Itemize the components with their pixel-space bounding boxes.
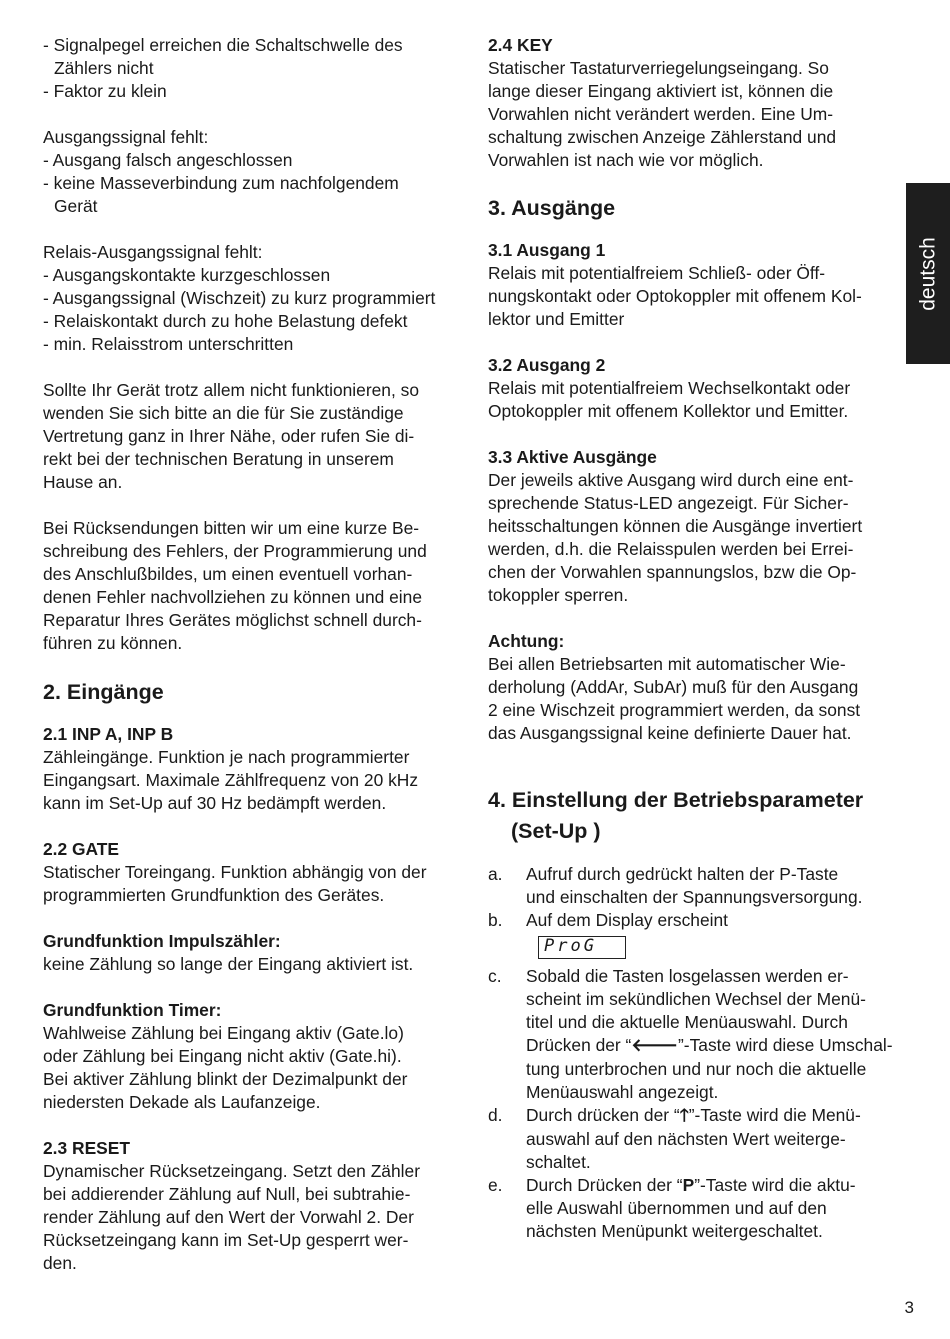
text-line: Sobald die Tasten losgelassen werden er- (526, 966, 849, 986)
returns-paragraph (43, 517, 475, 655)
text-line: - Ausgangssignal (Wischzeit) zu kurz programmiert (43, 288, 436, 308)
text-line: Bei aktiver Zählung blinkt der Dezimalpunkt der (43, 1069, 408, 1089)
text-line: Zählers nicht (54, 58, 154, 78)
section-timer (43, 999, 475, 1114)
text-fragment: Durch Drücken der “ (526, 1175, 683, 1195)
language-tab-label: deutsch (916, 236, 940, 311)
text-line: derholung (AddAr, SubAr) muß für den Ausgang (488, 677, 859, 697)
text-line: den. (43, 1253, 77, 1273)
step-marker: e. (488, 1175, 503, 1195)
text-line: des Anschlußbildes, um einen eventuell vorhan- (43, 564, 413, 584)
text-line: scheint im sekündlichen Wechsel der Menü- (526, 989, 866, 1009)
text-line: kann im Set-Up auf 30 Hz bedämpft werden. (43, 793, 387, 813)
heading-eingaenge: 2. Eingänge (43, 680, 164, 704)
text-line: Dynamischer Rücksetzeingang. Setzt den Zähler (43, 1161, 420, 1181)
text-line: wenden Sie sich bitte an die für Sie zuständige (43, 403, 404, 423)
section-title: Grundfunktion Impulszähler: (43, 931, 281, 951)
text-line: Relais mit potentialfreiem Schließ- oder Öff- (488, 263, 825, 283)
text-line (526, 1034, 908, 1058)
text-line: - min. Relaisstrom unterschritten (43, 334, 294, 354)
step-d (488, 1104, 908, 1174)
text-line: Relais-Ausgangssignal fehlt: (43, 242, 263, 262)
text-line: Gerät (54, 196, 98, 216)
text-line: schaltung zwischen Anzeige Zählerstand und (488, 127, 837, 147)
section-title: 2.1 INP A, INP B (43, 724, 174, 744)
text-line: Vorwahlen ist nach wie vor möglich. (488, 150, 764, 170)
page-number: 3 (904, 1298, 914, 1317)
text-line: Bei Rücksendungen bitten wir um eine kurze Be- (43, 518, 420, 538)
text-fragment: ”-Taste wird diese Umschal- (678, 1035, 893, 1055)
text-line: elle Auswahl übernommen und auf den (526, 1198, 827, 1218)
step-e (488, 1174, 908, 1243)
text-line (526, 1174, 908, 1197)
troubleshoot-output (43, 126, 475, 218)
heading-setup (488, 785, 908, 847)
section-title: 2.4 KEY (488, 35, 553, 55)
section-achtung (488, 630, 908, 745)
text-line: Vertretung ganz in Ihrer Nähe, oder rufen Sie di- (43, 426, 415, 446)
section-impulszaehler (43, 930, 475, 976)
text-line: und einschalten der Spannungsversorgung. (526, 887, 863, 907)
section-title: 2.3 RESET (43, 1138, 130, 1158)
section-title: 3.2 Ausgang 2 (488, 355, 606, 375)
section-ausgang-1 (488, 239, 908, 331)
text-line: - Ausgang falsch angeschlossen (43, 150, 293, 170)
text-line: Ausgangssignal fehlt: (43, 127, 209, 147)
text-line: bei addierender Zählung auf Null, bei subtrahie- (43, 1184, 411, 1204)
text-line: Aufruf durch gedrückt halten der P-Taste (526, 864, 839, 884)
text-line: - Faktor zu klein (43, 81, 167, 101)
text-line: render Zählung auf den Wert der Vorwahl 2. Der (43, 1207, 414, 1227)
text-fragment: ”-Taste wird die Menü- (688, 1105, 861, 1125)
step-marker: b. (488, 910, 503, 930)
section-ausgang-2 (488, 354, 908, 423)
step-marker: a. (488, 864, 503, 884)
heading-setup-line1: 4. Einstellung der Betriebsparameter (488, 788, 864, 812)
text-line: schaltet. (526, 1152, 591, 1172)
text-line: nungskontakt oder Optokoppler mit offenem Kol- (488, 286, 862, 306)
step-marker: d. (488, 1105, 503, 1125)
text-line: 2 eine Wischzeit programmiert werden, da sonst (488, 700, 861, 720)
text-fragment: ”-Taste wird die aktu- (694, 1175, 856, 1195)
text-line: rekt bei der technischen Beratung in unserem (43, 449, 394, 469)
p-key-label: P (682, 1175, 695, 1195)
language-tab (906, 183, 950, 364)
section-key (488, 34, 908, 172)
section-aktive-ausgaenge (488, 446, 908, 607)
text-line: führen zu können. (43, 633, 183, 653)
support-paragraph (43, 379, 475, 494)
text-line: tokoppler sperren. (488, 585, 629, 605)
text-line: Relais mit potentialfreiem Wechselkontakt oder (488, 378, 851, 398)
heading-setup-line2: (Set-Up ) (511, 819, 601, 843)
text-line: titel und die aktuelle Menüauswahl. Durch (526, 1012, 848, 1032)
text-line: lange dieser Eingang aktiviert ist, können die (488, 81, 834, 101)
step-c (488, 965, 908, 1104)
text-line: - Relaiskontakt durch zu hohe Belastung defekt (43, 311, 408, 331)
text-line: Statischer Tastaturverriegelungseingang. So (488, 58, 829, 78)
text-line: Der jeweils aktive Ausgang wird durch eine ent- (488, 470, 854, 490)
section-title: 3.3 Aktive Ausgänge (488, 447, 657, 467)
text-line: Zähleingänge. Funktion je nach programmierter (43, 747, 410, 767)
text-line: das Ausgangssignal keine definierte Dauer hat. (488, 723, 852, 743)
step-a (488, 863, 908, 909)
section-inp (43, 723, 475, 815)
text-line: Menüauswahl angezeigt. (526, 1082, 719, 1102)
section-title: 2.2 GATE (43, 839, 120, 859)
step-b (488, 909, 908, 932)
text-line: Rücksetzeingang kann im Set-Up gesperrt wer- (43, 1230, 409, 1250)
text-line: schreibung des Fehlers, der Programmierung und (43, 541, 427, 561)
display-readout (488, 932, 908, 965)
troubleshoot-relay (43, 241, 475, 356)
text-line: sprechende Status-LED angezeigt. Für Sicher- (488, 493, 849, 513)
text-line: Sollte Ihr Gerät trotz allem nicht funktionieren, so (43, 380, 420, 400)
left-arrow-icon: 🡐 (631, 1036, 678, 1056)
text-line: tung unterbrochen und nur noch die aktuelle (526, 1059, 867, 1079)
section-reset (43, 1137, 475, 1275)
text-line: Wahlweise Zählung bei Eingang aktiv (Gate.lo) (43, 1023, 404, 1043)
text-line: werden, d.h. die Relaisspulen werden bei Errei- (488, 539, 854, 559)
section-gate (43, 838, 475, 907)
text-line: nächsten Menüpunkt weitergeschaltet. (526, 1221, 823, 1241)
lcd-display-text: ProG (544, 936, 597, 956)
text-line: Bei allen Betriebsarten mit automatischer Wie- (488, 654, 846, 674)
text-line: Eingangsart. Maximale Zählfrequenz von 20 kHz (43, 770, 419, 790)
section-title: Grundfunktion Timer: (43, 1000, 222, 1020)
heading-ausgaenge: 3. Ausgänge (488, 196, 616, 220)
text-line: chen der Vorwahlen spannungslos, bzw die Op- (488, 562, 857, 582)
text-fragment: Drücken der “ (526, 1035, 632, 1055)
up-arrow-icon: 🡑 (679, 1106, 689, 1126)
text-line: Vorwahlen nicht verändert werden. Eine Um- (488, 104, 834, 124)
troubleshoot-signal (43, 34, 475, 103)
text-line: heitsschaltungen können die Ausgänge invertiert (488, 516, 863, 536)
right-column (488, 34, 908, 1243)
lcd-display (538, 936, 626, 959)
text-line: - Ausgangskontakte kurzgeschlossen (43, 265, 331, 285)
text-line: niedersten Dekade als Laufanzeige. (43, 1092, 321, 1112)
text-line: - Signalpegel erreichen die Schaltschwelle des (43, 35, 403, 55)
text-line: keine Zählung so lange der Eingang aktiviert ist. (43, 954, 414, 974)
text-line: Auf dem Display erscheint (526, 910, 729, 930)
section-title: Achtung: (488, 631, 565, 651)
text-line: denen Fehler nachvollziehen zu können und eine (43, 587, 423, 607)
text-line: Hause an. (43, 472, 123, 492)
text-line: auswahl auf den nächsten Wert weiterge- (526, 1129, 846, 1149)
step-marker: c. (488, 966, 502, 986)
text-line: oder Zählung bei Eingang nicht aktiv (Gate.hi). (43, 1046, 402, 1066)
section-title: 3.1 Ausgang 1 (488, 240, 606, 260)
text-line: Optokoppler mit offenem Kollektor und Emitter. (488, 401, 849, 421)
text-line (526, 1104, 908, 1128)
text-line: - keine Masseverbindung zum nachfolgendem (43, 173, 399, 193)
text-line: programmierten Grundfunktion des Gerätes. (43, 885, 385, 905)
text-line: Statischer Toreingang. Funktion abhängig von der (43, 862, 427, 882)
left-column (43, 34, 475, 1298)
text-line: Reparatur Ihres Gerätes möglichst schnell durch- (43, 610, 422, 630)
text-fragment: Durch drücken der “ (526, 1105, 680, 1125)
text-line: lektor und Emitter (488, 309, 625, 329)
